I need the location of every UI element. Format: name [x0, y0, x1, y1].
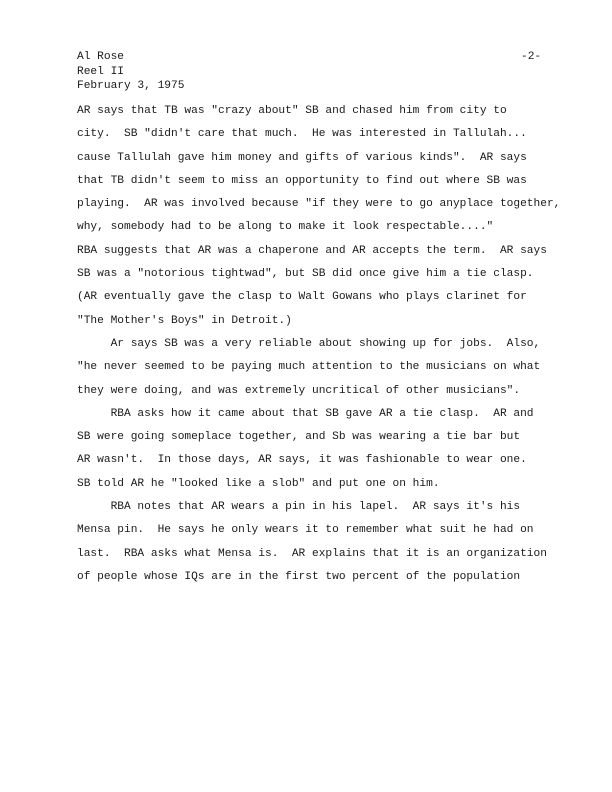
text-line: SB was a "notorious tightwad", but SB did once give him a tie clasp.: [77, 268, 534, 281]
text-line: RBA suggests that AR was a chaperone and AR accepts the term. AR says: [77, 244, 547, 257]
text-line: Mensa pin. He says he only wears it to remember what suit he had on: [77, 524, 534, 537]
interview-date: February 3, 1975: [77, 80, 185, 92]
text-line: "The Mother's Boys" in Detroit.): [77, 314, 292, 327]
text-line: RBA asks how it came about that SB gave AR a tie clasp. AR and: [77, 407, 534, 420]
text-line: city. SB "didn't care that much. He was interested in Tallulah...: [77, 128, 527, 141]
transcript-body: [77, 103, 607, 592]
text-line: (AR eventually gave the clasp to Walt Gowans who plays clarinet for: [77, 291, 527, 304]
text-line: AR says that TB was "crazy about" SB and chased him from city to: [77, 105, 507, 117]
text-line: of people whose IQs are in the first two percent of the population: [77, 570, 521, 583]
text-line: SB told AR he "looked like a slob" and put one on him.: [77, 477, 440, 490]
text-line: playing. AR was involved because "if they were to go anyplace together,: [77, 198, 561, 211]
text-line: they were doing, and was extremely uncritical of other musicians".: [77, 384, 521, 397]
text-line: that TB didn't seem to miss an opportunity to find out where SB was: [77, 174, 527, 187]
text-line: SB were going someplace together, and Sb was wearing a tie bar but: [77, 431, 521, 444]
page-number: -2-: [521, 51, 542, 63]
text-line: Ar says SB was a very reliable about showing up for jobs. Also,: [77, 337, 541, 350]
text-line: AR wasn't. In those days, AR says, it was fashionable to wear one.: [77, 454, 527, 467]
reel-label: Reel II: [77, 65, 124, 78]
text-line: last. RBA asks what Mensa is. AR explains that it is an organization: [77, 547, 547, 560]
document-header: [77, 50, 184, 94]
interviewee-name: Al Rose: [77, 51, 124, 63]
text-line: why, somebody had to be along to make it look respectable....": [77, 221, 494, 234]
text-line: cause Tallulah gave him money and gifts of various kinds". AR says: [77, 151, 527, 164]
text-line: RBA notes that AR wears a pin in his lapel. AR says it's his: [77, 501, 521, 514]
text-line: "he never seemed to be paying much attention to the musicians on what: [77, 361, 541, 374]
